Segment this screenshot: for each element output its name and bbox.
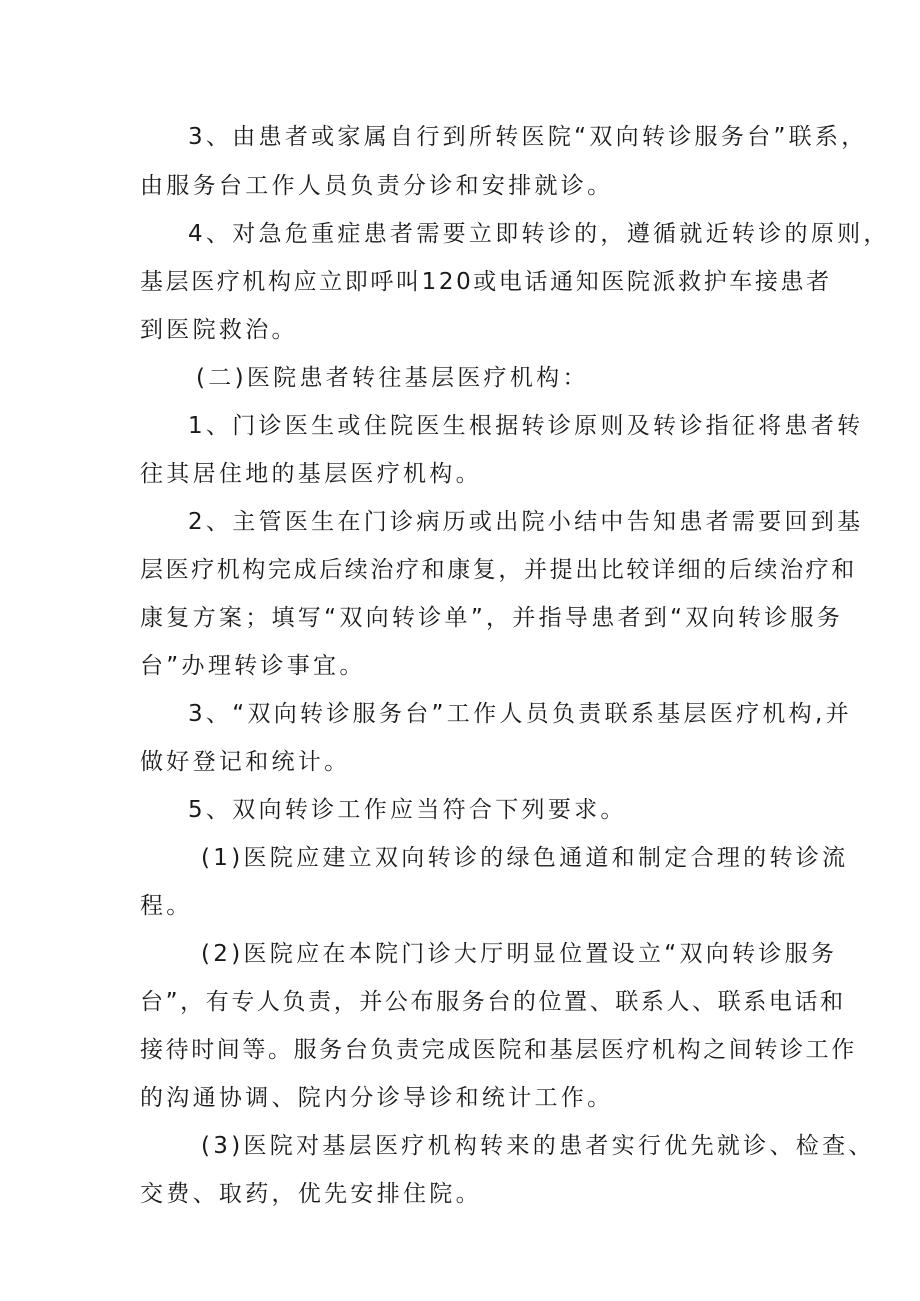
paragraph-line: 交费、取药，优先安排住院。 — [140, 1181, 482, 1207]
paragraph-line: 台”，有专人负责，并公布服务台的位置、联系人、联系电话和 — [140, 989, 846, 1015]
paragraph-line: 3、“双向转诊服务台”工作人员负责联系基层医疗机构,并 — [188, 701, 852, 727]
paragraph-line: 做好登记和统计。 — [140, 749, 351, 775]
paragraph-line: 台”办理转诊事宜。 — [140, 653, 366, 679]
paragraph-line: (3)医院对基层医疗机构转来的患者实行优先就诊、检查、 — [201, 1133, 875, 1159]
paragraph-line: 由服务台工作人员负责分诊和安排就诊。 — [140, 173, 614, 199]
paragraph-line: 接待时间等。服务台负责完成医院和基层医疗机构之间转诊工作 — [140, 1037, 857, 1063]
paragraph-line: 层医疗机构完成后续治疗和康复，并提出比较详细的后续治疗和 — [140, 557, 857, 583]
paragraph-line: 3、由患者或家属自行到所转医院“双向转诊服务台”联系， — [188, 124, 868, 150]
paragraph-line: (1)医院应建立双向转诊的绿色通道和制定合理的转诊流 — [201, 845, 849, 871]
section-heading: (二)医院患者转往基层医疗机构： — [196, 365, 589, 391]
paragraph-line: 到医院救治。 — [140, 317, 298, 343]
paragraph-line: 基层医疗机构应立即呼叫120或电话通知医院派救护车接患者 — [140, 269, 832, 295]
paragraph-line: 2、主管医生在门诊病历或出院小结中告知患者需要回到基 — [188, 509, 864, 535]
paragraph-line: (2)医院应在本院门诊大厅明显位置设立“双向转诊服务 — [201, 941, 838, 967]
paragraph-line: 的沟通协调、院内分诊导诊和统计工作。 — [140, 1085, 614, 1111]
paragraph-line: 1、门诊医生或住院医生根据转诊原则及转诊指征将患者转 — [188, 413, 864, 439]
paragraph-line: 康复方案；填写“双向转诊单”，并指导患者到“双向转诊服务 — [140, 605, 844, 631]
paragraph-line: 程。 — [140, 893, 193, 919]
paragraph-line: 往其居住地的基层医疗机构。 — [140, 461, 482, 487]
paragraph-line: 4、对急危重症患者需要立即转诊的，遵循就近转诊的原则， — [188, 221, 890, 247]
paragraph-line: 5、双向转诊工作应当符合下列要求。 — [188, 797, 627, 823]
